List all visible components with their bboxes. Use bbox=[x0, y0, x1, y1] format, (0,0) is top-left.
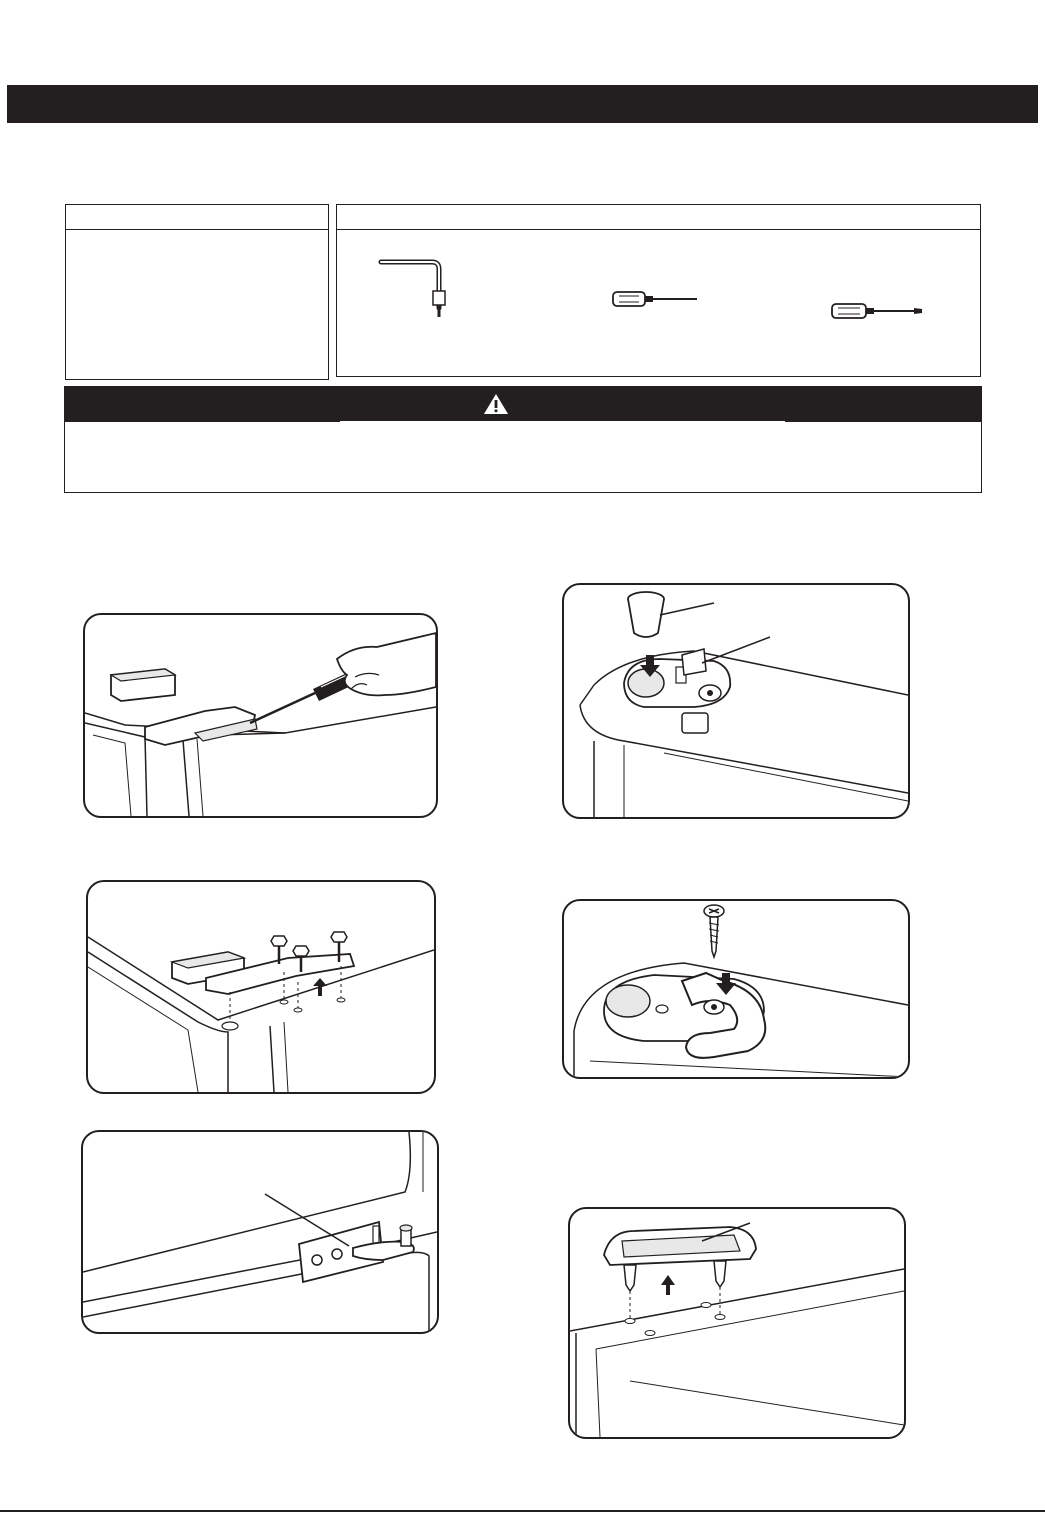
figure-install-hinge-cover bbox=[568, 1207, 906, 1439]
figure-remove-hinge-cover bbox=[83, 613, 438, 818]
section-title-bar bbox=[7, 85, 1038, 123]
phillips-screwdriver-icon bbox=[611, 289, 701, 311]
footer-rule bbox=[0, 1510, 1045, 1512]
parts-box bbox=[65, 204, 329, 380]
figure-remove-hinge-bolts bbox=[86, 880, 436, 1094]
figure-fasten-hinge-screw bbox=[562, 899, 910, 1079]
parts-box-header bbox=[66, 205, 328, 230]
caution-header-bar bbox=[64, 386, 982, 422]
tools-box-header bbox=[337, 205, 980, 230]
figure-hinge-bracket bbox=[81, 1130, 439, 1334]
caution-underline bbox=[340, 421, 785, 423]
hex-wrench-icon bbox=[377, 253, 447, 323]
flat-screwdriver-icon bbox=[830, 301, 926, 323]
tools-box bbox=[336, 204, 981, 377]
figure-insert-hinge-pin bbox=[562, 583, 910, 819]
warning-triangle-icon bbox=[483, 393, 509, 415]
